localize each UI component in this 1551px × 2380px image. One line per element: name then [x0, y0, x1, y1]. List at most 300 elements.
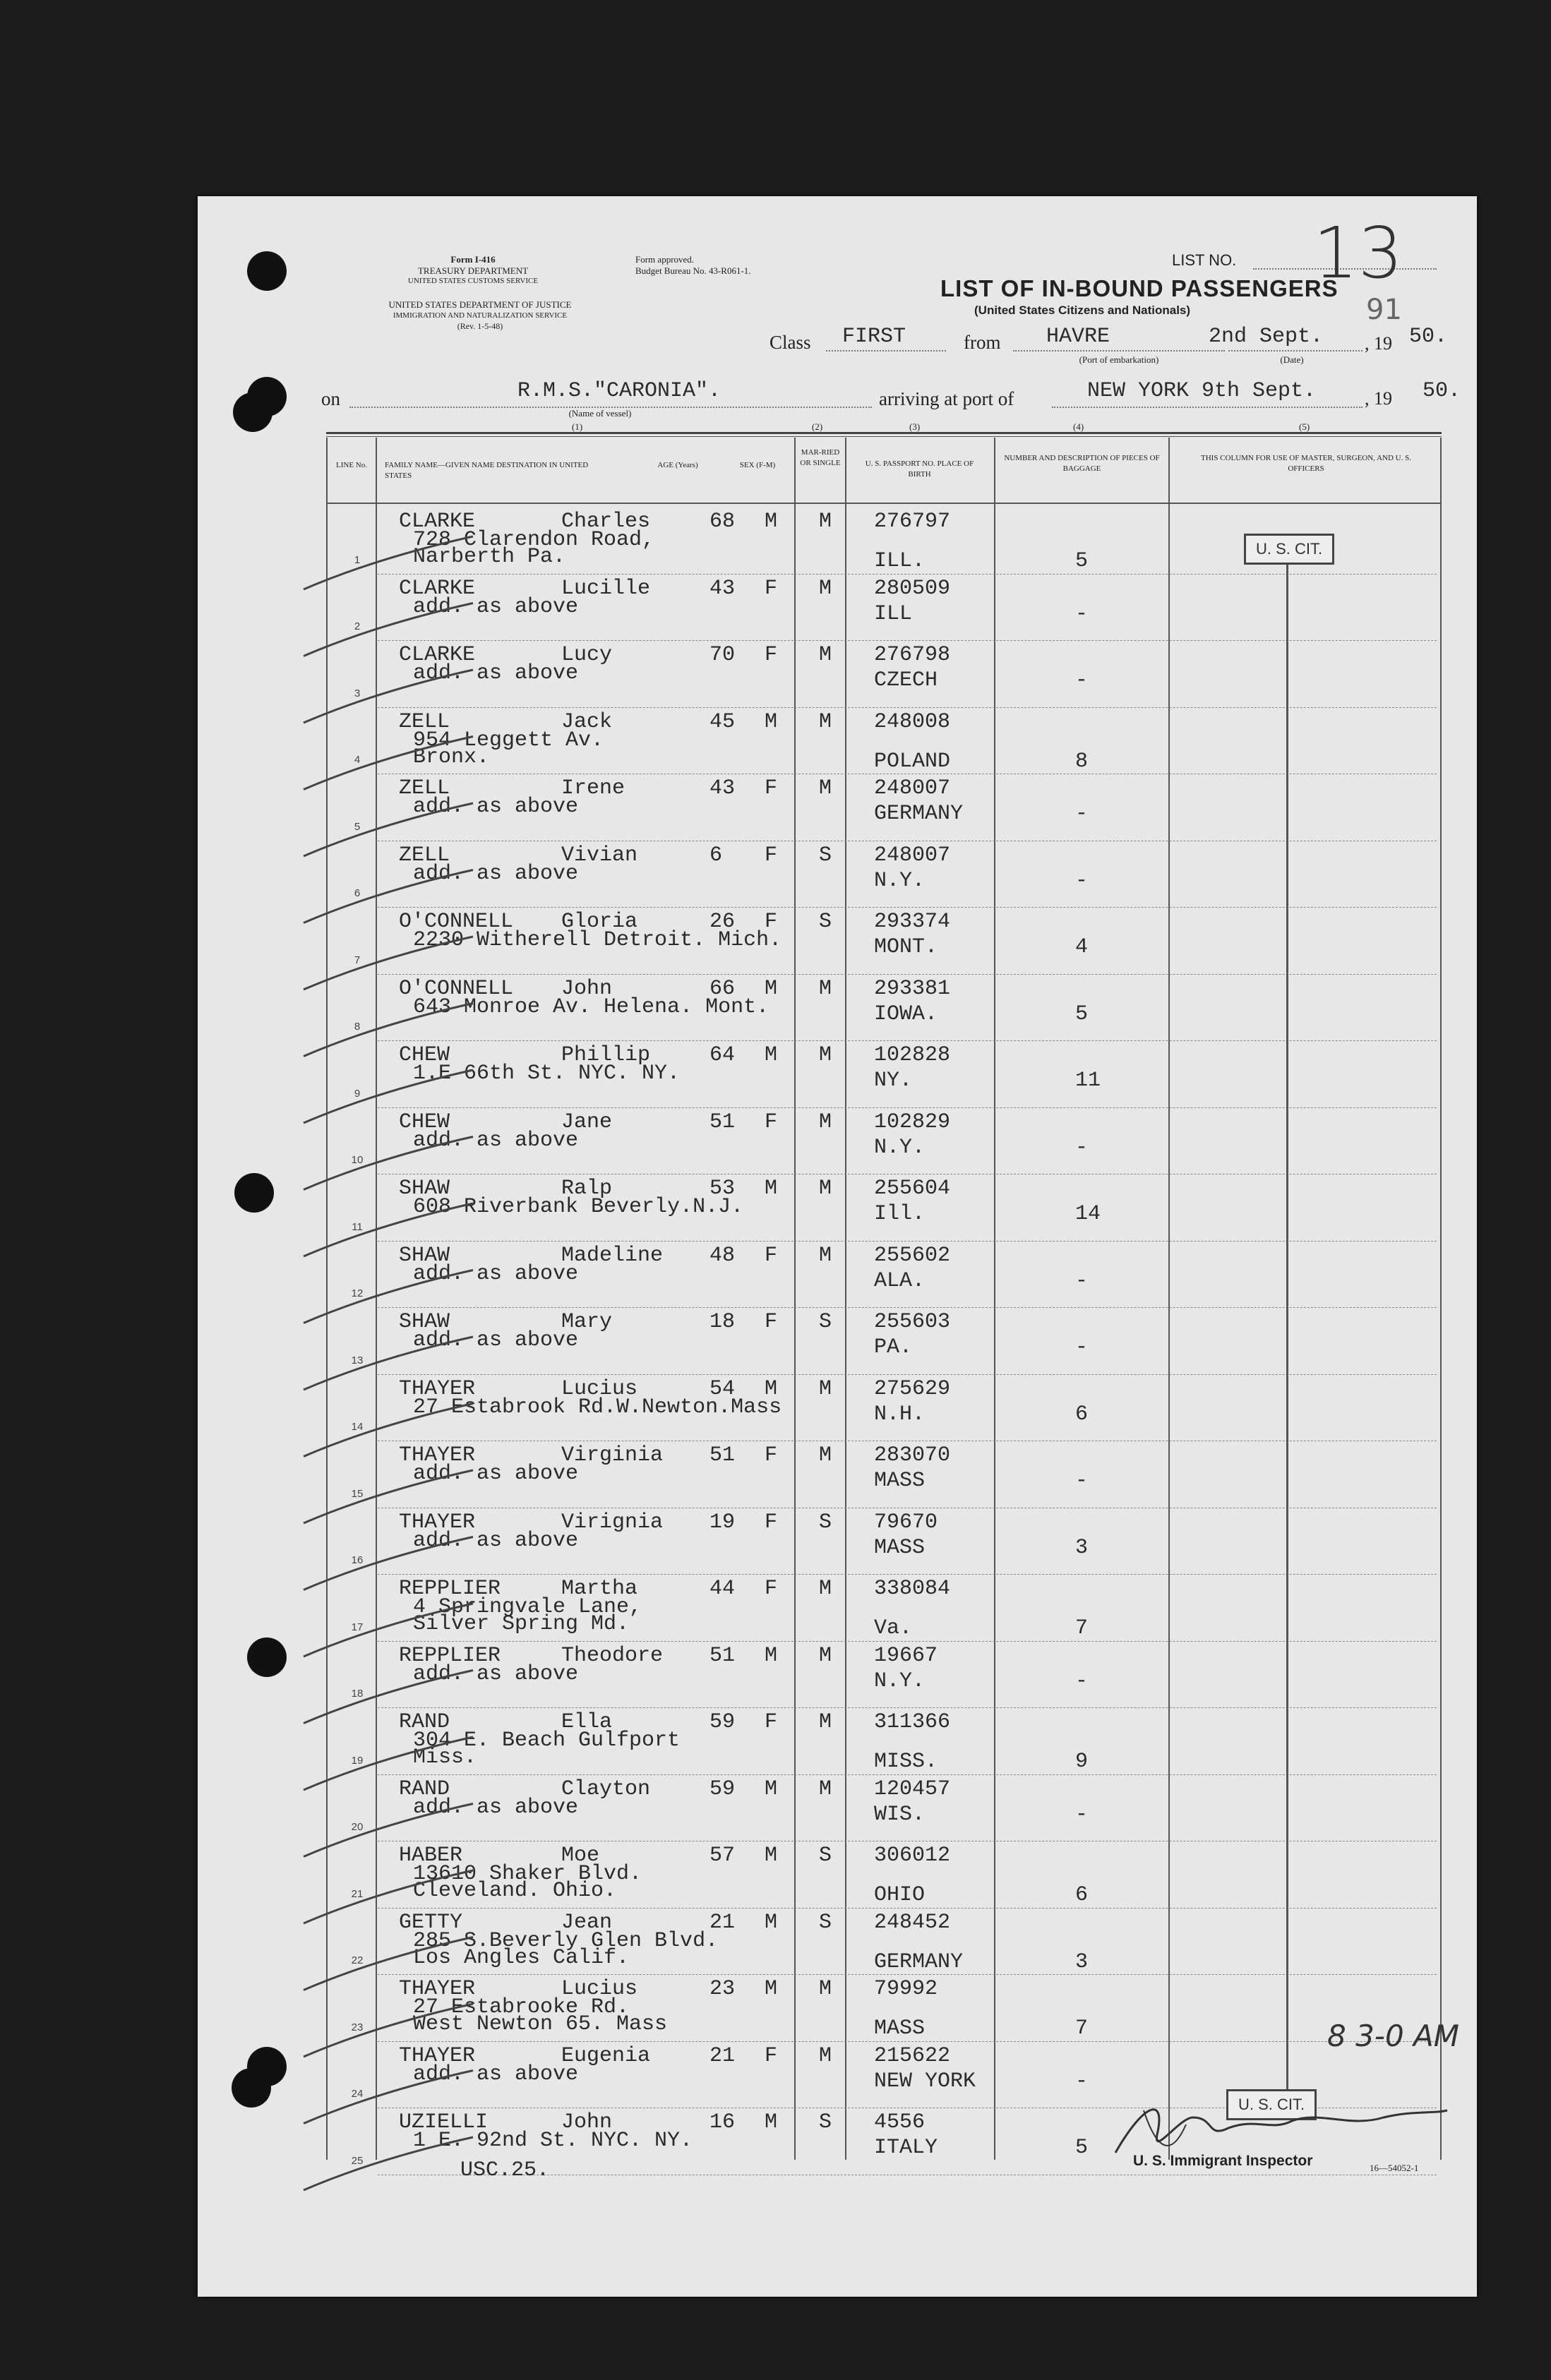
check-mark	[304, 937, 473, 990]
list-no-label: LIST NO.	[1172, 251, 1237, 269]
given-name: Ella	[561, 1710, 613, 1734]
sex: F	[765, 843, 778, 867]
family-name: ZELL	[399, 776, 450, 800]
sex: F	[765, 1443, 778, 1467]
line-number: 16	[351, 1554, 364, 1566]
binder-hole	[232, 2068, 271, 2108]
place-of-birth: GERMANY	[874, 1949, 964, 1974]
place-of-birth: N.Y.	[874, 1669, 926, 1693]
passport-number: 255604	[874, 1177, 951, 1201]
age: 26	[709, 910, 736, 934]
age: 18	[709, 1310, 736, 1334]
passport-number: 311366	[874, 1710, 951, 1734]
sex: M	[765, 709, 778, 734]
age: 54	[709, 1376, 736, 1401]
header-passport: U. S. PASSPORT NO. PLACE OF BIRTH	[865, 459, 974, 479]
place-of-birth: N.Y.	[874, 1135, 926, 1160]
age: 57	[709, 1844, 736, 1868]
col-num: (3)	[909, 421, 921, 432]
binder-hole	[247, 251, 287, 291]
age: 70	[709, 643, 736, 667]
date-value: 2nd Sept.	[1209, 325, 1324, 349]
budget-bureau: Budget Bureau No. 43-R061-1.	[635, 265, 751, 276]
passport-number: 293381	[874, 976, 951, 1001]
sex: F	[765, 1310, 778, 1334]
given-name: Vivian	[561, 843, 638, 867]
destination: add. as above	[413, 1128, 579, 1153]
baggage-count: 3	[1075, 1949, 1089, 1974]
line-number: 22	[351, 1954, 364, 1966]
arrival-time-note: 8 3-0 AM	[1327, 2019, 1459, 2053]
destination: add. as above	[413, 594, 579, 619]
class-label: Class	[769, 332, 811, 353]
place-of-birth: ALA.	[874, 1268, 926, 1293]
line-number: 2	[354, 620, 361, 632]
baggage-count: -	[1075, 2069, 1089, 2093]
marital-status: M	[819, 1177, 832, 1201]
given-name: Clayton	[561, 1777, 651, 1801]
destination-line-2: Miss.	[413, 1745, 477, 1769]
given-name: Madeline	[561, 1243, 664, 1268]
marital-status: S	[819, 1844, 832, 1868]
place-of-birth: ITALY	[874, 2136, 938, 2160]
family-name: O'CONNELL	[399, 910, 514, 934]
sex: F	[765, 1510, 778, 1534]
destination: 608 Riverbank Beverly.N.J.	[413, 1195, 744, 1219]
table-top-rule	[326, 436, 1442, 437]
sex: F	[765, 910, 778, 934]
line-number: 1	[354, 553, 361, 566]
line-number: 5	[354, 820, 361, 833]
family-name: RAND	[399, 1710, 450, 1734]
age: 6	[709, 843, 723, 867]
destination: 4 Springvale Lane,	[413, 1595, 642, 1619]
check-mark	[304, 1804, 473, 1857]
check-mark	[304, 870, 473, 923]
marital-status: M	[819, 1643, 832, 1668]
check-mark	[304, 2137, 473, 2190]
marital-status: M	[819, 976, 832, 1001]
marital-status: M	[819, 1577, 832, 1601]
binder-hole	[233, 392, 273, 432]
destination: add. as above	[413, 1328, 579, 1352]
place-of-birth: PA.	[874, 1335, 913, 1359]
revision: (Rev. 1-5-48)	[457, 321, 503, 331]
sex: F	[765, 1710, 778, 1734]
line-number: 8	[354, 1021, 361, 1033]
check-mark	[304, 1937, 473, 1990]
check-mark	[304, 1270, 473, 1323]
given-name: Martha	[561, 1577, 638, 1601]
marital-status: M	[819, 709, 832, 734]
family-name: CLARKE	[399, 576, 476, 601]
footer-code: USC.25.	[460, 2158, 550, 2182]
baggage-count: -	[1075, 802, 1089, 826]
baggage-count: 5	[1075, 549, 1089, 573]
header-name: FAMILY NAME—GIVEN NAME DESTINATION IN UNITED STATES	[385, 461, 589, 480]
sex: F	[765, 576, 778, 601]
check-mark	[304, 1870, 473, 1923]
header-sex: SEX (F-M)	[739, 461, 776, 469]
marital-status: M	[819, 1043, 832, 1067]
family-name: CLARKE	[399, 643, 476, 667]
sex: M	[765, 1376, 778, 1401]
given-name: Jack	[561, 709, 613, 734]
col-num: (1)	[572, 421, 583, 432]
family-name: THAYER	[399, 1977, 476, 2001]
family-name: ZELL	[399, 709, 450, 734]
destination-line-2: Bronx.	[413, 745, 490, 769]
check-mark	[304, 1671, 473, 1724]
line-number: 18	[351, 1688, 364, 1700]
given-name: Ralp	[561, 1177, 613, 1201]
place-of-birth: Va.	[874, 1616, 913, 1640]
col-num: (5)	[1299, 421, 1310, 432]
check-mark	[304, 1604, 473, 1657]
family-name: THAYER	[399, 2043, 476, 2068]
place-of-birth: MASS	[874, 1535, 926, 1560]
marital-status: M	[819, 1777, 832, 1801]
line-number: 6	[354, 887, 361, 899]
sex: M	[765, 1777, 778, 1801]
marital-status: M	[819, 1110, 832, 1134]
print-code: 16—54052-1	[1370, 2163, 1419, 2173]
year-prefix: , 19	[1365, 388, 1392, 409]
given-name: John	[561, 976, 613, 1001]
sex: M	[765, 1910, 778, 1935]
line-number: 25	[351, 2154, 364, 2167]
passport-number: 19667	[874, 1643, 938, 1668]
arrival-line	[1052, 407, 1363, 408]
check-mark	[304, 1004, 473, 1057]
given-name: Lucius	[561, 1376, 638, 1401]
line-number: 24	[351, 2088, 364, 2100]
destination: 728 Clarendon Road,	[413, 528, 655, 552]
marital-status: S	[819, 843, 832, 867]
destination: add. as above	[413, 1795, 579, 1820]
line-number: 13	[351, 1354, 364, 1366]
passport-number: 102828	[874, 1043, 951, 1067]
destination-line-2: Narberth Pa.	[413, 545, 566, 569]
from-label: from	[964, 332, 1001, 353]
family-name: GETTY	[399, 1910, 463, 1935]
check-mark	[304, 737, 473, 790]
family-name: ZELL	[399, 843, 450, 867]
line-number: 15	[351, 1487, 364, 1500]
family-name: CHEW	[399, 1043, 450, 1067]
passport-number: 248008	[874, 709, 951, 734]
line-number: 17	[351, 1621, 364, 1633]
given-name: Phillip	[561, 1043, 651, 1067]
destination: 954 Leggett Av.	[413, 728, 604, 752]
passport-number: 338084	[874, 1577, 951, 1601]
baggage-count: 7	[1075, 1616, 1089, 1640]
age: 48	[709, 1243, 736, 1268]
place-of-birth: ILL.	[874, 549, 926, 573]
inspector-signature	[1101, 2089, 1454, 2167]
sex: M	[765, 510, 778, 534]
passport-number: 248452	[874, 1910, 951, 1935]
list-side-number: 91	[1366, 294, 1402, 326]
header-bottom-rule	[326, 503, 1442, 504]
header-baggage: NUMBER AND DESCRIPTION OF PIECES OF BAGGAGE	[1004, 454, 1160, 473]
us-citizen-stamp: U. S. CIT.	[1244, 534, 1334, 565]
family-name: RAND	[399, 1777, 450, 1801]
sex: F	[765, 776, 778, 800]
marital-status: M	[819, 1443, 832, 1467]
baggage-count: -	[1075, 1135, 1089, 1160]
marital-status: M	[819, 776, 832, 800]
place-of-birth: ILL	[874, 601, 913, 626]
header-officers: THIS COLUMN FOR USE OF MASTER, SURGEON, AND U. S. OFFICERS	[1201, 454, 1411, 473]
marital-status: M	[819, 1977, 832, 2001]
check-mark	[304, 1404, 473, 1457]
baggage-count: 11	[1075, 1069, 1101, 1093]
marital-status: M	[819, 1243, 832, 1268]
age: 59	[709, 1777, 736, 1801]
marital-status: S	[819, 2110, 832, 2134]
treasury-dept: TREASURY DEPARTMENT	[417, 265, 529, 276]
destination-line-2: West Newton 65. Mass	[413, 2012, 668, 2036]
form-approved: Form approved.	[635, 254, 695, 265]
sex: F	[765, 2043, 778, 2068]
sex: M	[765, 1643, 778, 1668]
line-number: 14	[351, 1421, 364, 1433]
family-name: UZIELLI	[399, 2110, 489, 2134]
given-name: Lucille	[561, 576, 651, 601]
sex: M	[765, 976, 778, 1001]
passport-number: 120457	[874, 1777, 951, 1801]
sex: F	[765, 1243, 778, 1268]
line-number: 12	[351, 1287, 364, 1299]
line-number: 9	[354, 1087, 361, 1100]
baggage-count: 9	[1075, 1750, 1089, 1774]
destination: add. as above	[413, 861, 579, 886]
destination: 13610 Shaker Blvd.	[413, 1862, 642, 1886]
given-name: Gloria	[561, 910, 638, 934]
class-value: FIRST	[842, 325, 906, 349]
passport-number: 79992	[874, 1977, 938, 2001]
age: 43	[709, 776, 736, 800]
port-embark: HAVRE	[1046, 325, 1110, 349]
line-number: 11	[352, 1220, 363, 1233]
destination: 1 E. 92nd St. NYC. NY.	[413, 2129, 693, 2153]
place-of-birth: NEW YORK	[874, 2069, 976, 2093]
check-mark	[304, 2004, 473, 2057]
passport-number: 255603	[874, 1310, 951, 1334]
age: 16	[709, 2110, 736, 2134]
age: 45	[709, 709, 736, 734]
line-number: 4	[354, 754, 361, 766]
header-line-no: LINE No.	[336, 461, 367, 469]
baggage-count: -	[1075, 668, 1089, 692]
table-top-rule	[326, 432, 1442, 434]
vessel-name: R.M.S."CARONIA".	[517, 379, 721, 403]
destination: 643 Monroe Av. Helena. Mont.	[413, 994, 769, 1019]
sex: F	[765, 643, 778, 667]
baggage-count: -	[1075, 868, 1089, 893]
passport-number: 215622	[874, 2043, 951, 2068]
destination-line-2: Cleveland. Ohio.	[413, 1879, 617, 1903]
age: 64	[709, 1043, 736, 1067]
check-mark	[304, 1737, 473, 1790]
given-name: Mary	[561, 1310, 613, 1334]
check-mark	[304, 803, 473, 856]
embark-line	[1013, 350, 1225, 351]
family-name: THAYER	[399, 1376, 476, 1401]
binder-hole	[247, 1637, 287, 1677]
check-mark	[304, 670, 473, 723]
destination: 1.E 66th St. NYC. NY.	[413, 1062, 681, 1086]
age: 59	[709, 1710, 736, 1734]
line-number: 21	[351, 1887, 364, 1900]
header-age: AGE (Years)	[657, 461, 698, 469]
age: 68	[709, 510, 736, 534]
line-number: 10	[351, 1154, 364, 1166]
passport-number: 248007	[874, 776, 951, 800]
baggage-count: -	[1075, 601, 1089, 626]
sex: M	[765, 1844, 778, 1868]
age: 51	[709, 1443, 736, 1467]
marital-status: S	[819, 1910, 832, 1935]
col-num: (4)	[1073, 421, 1084, 432]
marital-status: M	[819, 643, 832, 667]
marital-status: M	[819, 2043, 832, 2068]
family-name: THAYER	[399, 1443, 476, 1467]
customs-service: UNITED STATES CUSTOMS SERVICE	[407, 277, 539, 285]
destination-line-2: Los Angles Calif.	[413, 1945, 630, 1970]
given-name: Charles	[561, 510, 651, 534]
form-title: LIST OF IN-BOUND PASSENGERS	[940, 275, 1339, 301]
passport-number: 276798	[874, 643, 951, 667]
arriving-label: arriving at port of	[879, 388, 1014, 409]
destination: 2230 Witherell Detroit. Mich.	[413, 928, 782, 952]
destination: add. as above	[413, 2062, 579, 2086]
marital-status: M	[819, 510, 832, 534]
place-of-birth: GERMANY	[874, 802, 964, 826]
destination: add. as above	[413, 661, 579, 685]
baggage-count: 4	[1075, 935, 1089, 959]
port-embark-caption: (Port of embarkation)	[1079, 354, 1159, 365]
baggage-count: -	[1075, 1335, 1089, 1359]
sex: F	[765, 1110, 778, 1134]
destination: 304 E. Beach Gulfport	[413, 1729, 681, 1753]
baggage-count: 6	[1075, 1883, 1089, 1907]
age: 53	[709, 1177, 736, 1201]
family-name: SHAW	[399, 1243, 450, 1268]
age: 21	[709, 2043, 736, 2068]
baggage-count: 3	[1075, 1535, 1089, 1560]
family-name: REPPLIER	[399, 1643, 501, 1668]
age: 44	[709, 1577, 736, 1601]
column-divider	[1168, 438, 1170, 2160]
age: 51	[709, 1110, 736, 1134]
passport-number: 276797	[874, 510, 951, 534]
marital-status: S	[819, 1510, 832, 1534]
year-prefix: , 19	[1365, 333, 1392, 354]
sex: M	[765, 1977, 778, 2001]
justice-dept: UNITED STATES DEPARTMENT OF JUSTICE	[388, 299, 572, 310]
marital-status: M	[819, 576, 832, 601]
date-line	[1228, 350, 1363, 351]
destination: 27 Estabrook Rd.W.Newton.Mass	[413, 1395, 782, 1419]
family-name: THAYER	[399, 1510, 476, 1534]
passport-number: 102829	[874, 1110, 951, 1134]
place-of-birth: N.H.	[874, 1402, 926, 1426]
family-name: O'CONNELL	[399, 976, 514, 1001]
binder-hole	[234, 1173, 274, 1213]
baggage-count: -	[1075, 1802, 1089, 1827]
baggage-count: 6	[1075, 1402, 1089, 1426]
baggage-count: 5	[1075, 2136, 1089, 2160]
header-married: MAR-RIED OR SINGLE	[800, 448, 841, 467]
line-number: 19	[351, 1754, 364, 1767]
check-mark	[304, 2071, 473, 2124]
destination: 285 S.Beverly Glen Blvd.	[413, 1928, 719, 1953]
family-name: SHAW	[399, 1310, 450, 1334]
list-number: 13	[1313, 212, 1403, 294]
line-number: 20	[351, 1821, 364, 1833]
class-line	[826, 350, 946, 351]
year-value: 50.	[1409, 325, 1448, 349]
marital-status: M	[819, 1376, 832, 1401]
age: 23	[709, 1977, 736, 2001]
place-of-birth: N.Y.	[874, 868, 926, 893]
destination: add. as above	[413, 795, 579, 819]
given-name: Moe	[561, 1844, 600, 1868]
baggage-count: 5	[1075, 1002, 1089, 1026]
sex: M	[765, 2110, 778, 2134]
given-name: Virginia	[561, 1443, 664, 1467]
given-name: Lucy	[561, 643, 613, 667]
check-mark	[304, 603, 473, 656]
baggage-count: 14	[1075, 1202, 1101, 1226]
age: 21	[709, 1910, 736, 1935]
family-name: CHEW	[399, 1110, 450, 1134]
date-caption: (Date)	[1280, 354, 1304, 365]
sex: M	[765, 1177, 778, 1201]
form-number: Form I-416	[450, 254, 496, 265]
age: 51	[709, 1643, 736, 1668]
line-number: 3	[354, 687, 361, 699]
col-num: (2)	[812, 421, 823, 432]
marital-status: M	[819, 1710, 832, 1734]
passport-number: 4556	[874, 2110, 926, 2134]
arrival-port: NEW YORK 9th Sept.	[1087, 379, 1317, 403]
passport-number: 275629	[874, 1376, 951, 1401]
given-name: Irene	[561, 776, 625, 800]
passport-number: 306012	[874, 1844, 951, 1868]
place-of-birth: CZECH	[874, 668, 938, 692]
given-name: Eugenia	[561, 2043, 651, 2068]
passport-number: 293374	[874, 910, 951, 934]
family-name: REPPLIER	[399, 1577, 501, 1601]
baggage-count: -	[1075, 1469, 1089, 1493]
marital-status: S	[819, 1310, 832, 1334]
place-of-birth: MASS	[874, 1469, 926, 1493]
family-name: CLARKE	[399, 510, 476, 534]
check-mark	[304, 536, 473, 589]
ditto-line	[1286, 565, 1288, 2096]
check-mark	[304, 1537, 473, 1590]
column-divider	[994, 438, 995, 2160]
given-name: Lucius	[561, 1977, 638, 2001]
place-of-birth: MASS	[874, 2017, 926, 2041]
family-name: HABER	[399, 1844, 463, 1868]
check-mark	[304, 1137, 473, 1190]
place-of-birth: OHIO	[874, 1883, 926, 1907]
baggage-count: -	[1075, 1268, 1089, 1293]
